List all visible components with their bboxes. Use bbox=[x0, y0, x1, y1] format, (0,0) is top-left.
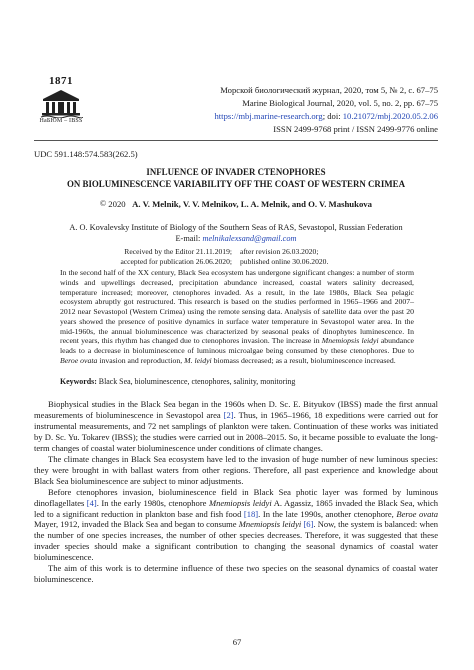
body-paragraph bbox=[34, 454, 438, 487]
author-names: A. V. Melnik, V. V. Melnikov, L. A. Melnik, and O. V. Mashukova bbox=[132, 199, 372, 209]
body-text: . Now, the system is balanced: when the number of one species increases, the number of other species decreases. Therefore, it was suggested that these invader species should make a significant contribution to changing the seasonal dynamics of coastal water bioluminescence. bbox=[34, 519, 439, 563]
body-text: A. Agassiz, 1865 invaded the Black Sea, which led to a significant reduction in plankton base and fish food bbox=[34, 497, 439, 519]
citation-link[interactable]: [4] bbox=[86, 497, 97, 508]
copyright-year: 2020 bbox=[106, 199, 126, 209]
journal-url-doi-line bbox=[118, 110, 438, 123]
affiliation bbox=[34, 222, 438, 244]
body-text: Before ctenophores invasion, bioluminescence field in Black Sea photic layer was formed by luminous dinoflagellates bbox=[34, 486, 438, 508]
journal-url-link[interactable]: https://mbj.marine-research.org bbox=[214, 110, 323, 121]
species-name: Beroe ovata bbox=[60, 355, 98, 365]
copyright-symbol: © bbox=[100, 199, 107, 208]
email-label: E-mail: bbox=[175, 234, 203, 244]
abstract-text-4: biomass decreased; as a result, bioluminescence increased. bbox=[211, 355, 396, 365]
body-text: . In the late 1990s, another ctenophore, bbox=[258, 508, 397, 519]
body-paragraph bbox=[34, 487, 438, 564]
body-paragraph bbox=[34, 399, 438, 454]
keywords-label: Keywords: bbox=[60, 377, 97, 386]
keywords-text: Black Sea, bioluminescence, ctenophores, salinity, monitoring bbox=[96, 377, 296, 386]
accepted-date: accepted for publication 26.06.2020; bbox=[120, 256, 232, 266]
species-name: Mnemiopsis leidyi bbox=[208, 497, 272, 508]
email-line bbox=[34, 233, 438, 244]
species-name: Mnemiopsis leidyi bbox=[321, 336, 379, 346]
body-text: . In the early 1980s, ctenophore bbox=[96, 497, 209, 508]
journal-en-line: Marine Biological Journal, 2020, vol. 5, no. 2, pp. 67–75 bbox=[242, 97, 438, 108]
species-name: Beroe ovata bbox=[396, 508, 438, 519]
dates-row-2 bbox=[34, 257, 438, 267]
page-number: 67 bbox=[232, 637, 242, 647]
revision-date: after revision 26.03.2020; bbox=[240, 247, 319, 256]
journal-ru-line: Морской биологический журнал, 2020, том 5, № 2, с. 67–75 bbox=[220, 85, 438, 95]
title-line-1: INFLUENCE OF INVADER CTENOPHORES bbox=[146, 167, 326, 177]
received-date: Received by the Editor 21.11.2019; bbox=[124, 247, 232, 256]
logo-org: НаБЮМ – IBSS bbox=[39, 118, 83, 124]
udc-code: UDC 591.148:574.583(262.5) bbox=[34, 149, 138, 159]
body-text: Biophysical studies in the Black Sea began in the 1960s when D. Sc. E. Bityukov (IBSS) made the first annual measurements of bioluminescence in Sevastopol area bbox=[34, 399, 438, 420]
article-body bbox=[34, 399, 438, 585]
doi-prefix: ; doi: bbox=[322, 110, 343, 121]
body-text: Mayer, 1912, invaded the Black Sea and began to consume bbox=[34, 519, 239, 530]
abstract-text-2: abundance leads to a decrease in bioluminescence of luminous microalgae being consumed by these ctenophores. Due to bbox=[60, 336, 414, 355]
institute-building-icon bbox=[39, 88, 83, 118]
abstract bbox=[60, 268, 414, 366]
article-dates bbox=[34, 247, 438, 267]
citation-link[interactable]: [18] bbox=[243, 508, 259, 519]
keywords bbox=[60, 377, 414, 386]
logo-year: 1871 bbox=[49, 75, 73, 87]
dates-row-1 bbox=[34, 247, 438, 257]
citation-link[interactable]: [6] bbox=[303, 519, 314, 530]
title-line-2: ON BIOLUMINESCENCE VARIABILITY OFF THE COAST OF WESTERN CRIMEA bbox=[67, 178, 405, 189]
doi-link[interactable]: 10.21072/mbj.2020.05.2.06 bbox=[342, 110, 438, 121]
body-text: The climate changes in Black Sea ecosystem have led to the invasion of huge number of new luminous species: they were brought in with ballast waters from other regions. Therefore, all past experience and knowledge about Black Sea bioluminescence are subject to minor adjustments. bbox=[34, 453, 438, 486]
citation-link[interactable]: [2] bbox=[223, 409, 234, 420]
species-name: Mnemiopsis leidyi bbox=[238, 519, 302, 530]
body-text: . Thus, in 1965–1966, 18 expeditions were carried out for instrumental measurements, and 72 net samplings of plankton were taken. Continuation of these works was initiated by D. Sc. Yu. Tokarev (IBSS); the studies were carried out in 2008–2015. So, it became possible to evaluate the long-term changes of coastal water bioluminescence under conditions of climate changes. bbox=[34, 409, 438, 453]
published-date: published online 30.06.2020. bbox=[240, 256, 329, 266]
author-line bbox=[34, 199, 438, 209]
article-title bbox=[34, 167, 438, 190]
body-paragraph bbox=[34, 563, 438, 585]
email-link[interactable]: melnikalexsand@gmail.com bbox=[202, 234, 297, 244]
header-divider bbox=[34, 140, 438, 141]
abstract-text-3: invasion and reproduction, bbox=[97, 355, 185, 365]
journal-header bbox=[118, 84, 438, 136]
body-text: The aim of this work is to determine influence of these two species on the seasonal dynamics of coastal water bioluminescence. bbox=[34, 563, 438, 585]
abstract-text-1: In the second half of the XX century, Black Sea ecosystem has undergone significant changes: a number of storm winds and upwellings decreased, precipitation abundance increased, coastal waters salinity decreased, temperature increased; moreover, ctenophores invaded. As a result, in the late 1980s, Black Sea pelagic ecosystem abruptly got restructured. This research is based on the studies performed in 1965–1966 and 2007–2012 near Sevastopol (Western Crimea) using the remote sensing data. Analysis of satellite data over the past 20 years showed the presence of positive dynamics in surface water temperature in Sevastopol water area. In the mid-1960s, the annual bioluminescence was characterized by seasonal peaks of dinophytes luminescence. In recent years, this rhythm has changed due to ctenophores invasion. The increase in bbox=[60, 268, 414, 346]
species-name: M. leidyi bbox=[184, 355, 212, 365]
journal-issn: ISSN 2499-9768 print / ISSN 2499-9776 online bbox=[273, 123, 438, 134]
institute-logo bbox=[34, 76, 88, 132]
institute-name: A. O. Kovalevsky Institute of Biology of the Southern Seas of RAS, Sevastopol, Russian Federation bbox=[69, 223, 403, 232]
